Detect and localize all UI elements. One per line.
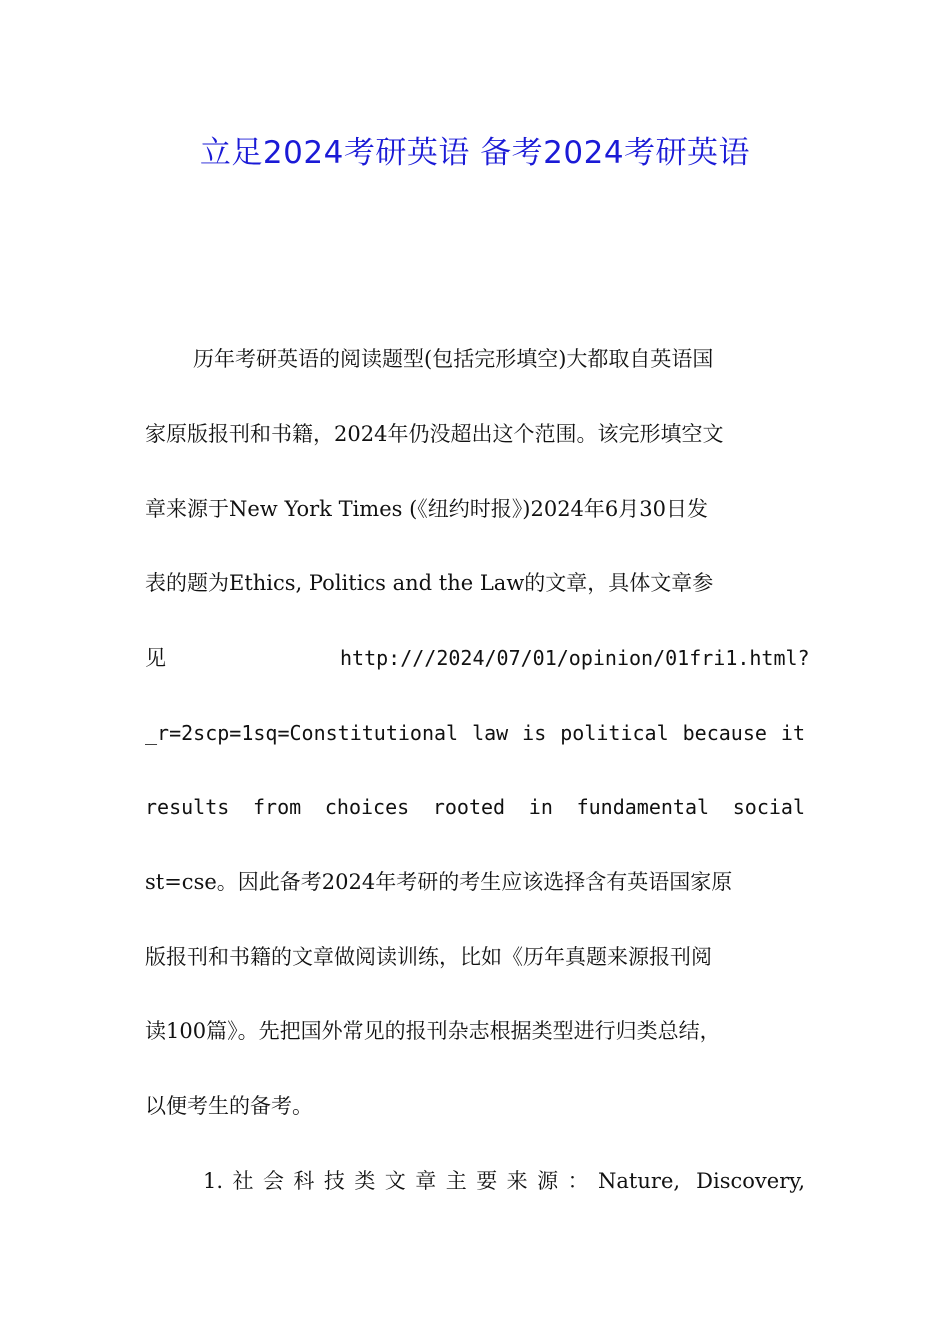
paragraph-line: 历年考研英语的阅读题型(包括完形填空)大都取自英语国: [193, 347, 714, 371]
paragraph-line: 见: [145, 646, 166, 670]
paragraph-line: 读100篇》。先把国外常见的报刊杂志根据类型进行归类总结，: [145, 1019, 721, 1043]
paragraph-line: 以便考生的备考。: [145, 1094, 313, 1118]
paragraph-line: 版报刊和书籍的文章做阅读训练，比如《历年真题来源报刊阅: [145, 945, 712, 969]
paragraph-line: _r=2scp=1sq=Constitutional law is political because it: [145, 721, 805, 745]
paragraph-line: 表的题为Ethics, Politics and the Law的文章，具体文章参: [145, 571, 714, 595]
paragraph-line: 章来源于New York Times (《纽约时报》)2024年6月30日发: [145, 497, 708, 521]
paragraph-url-line: http:///2024/07/01/opinion/01fri1.html?: [340, 646, 810, 670]
paragraph-line: 家原版报刊和书籍，2024年仍没超出这个范围。该完形填空文: [145, 422, 724, 446]
paragraph-line: results from choices rooted in fundamental social: [145, 795, 805, 819]
document-title: 立足2024考研英语 备考2024考研英语: [199, 135, 751, 171]
paragraph-line: st=cse。因此备考2024年考研的考生应该选择含有英语国家原: [145, 870, 733, 894]
list-item: 1.社会科技类文章主要来源：Nature, Discovery,: [203, 1169, 805, 1193]
